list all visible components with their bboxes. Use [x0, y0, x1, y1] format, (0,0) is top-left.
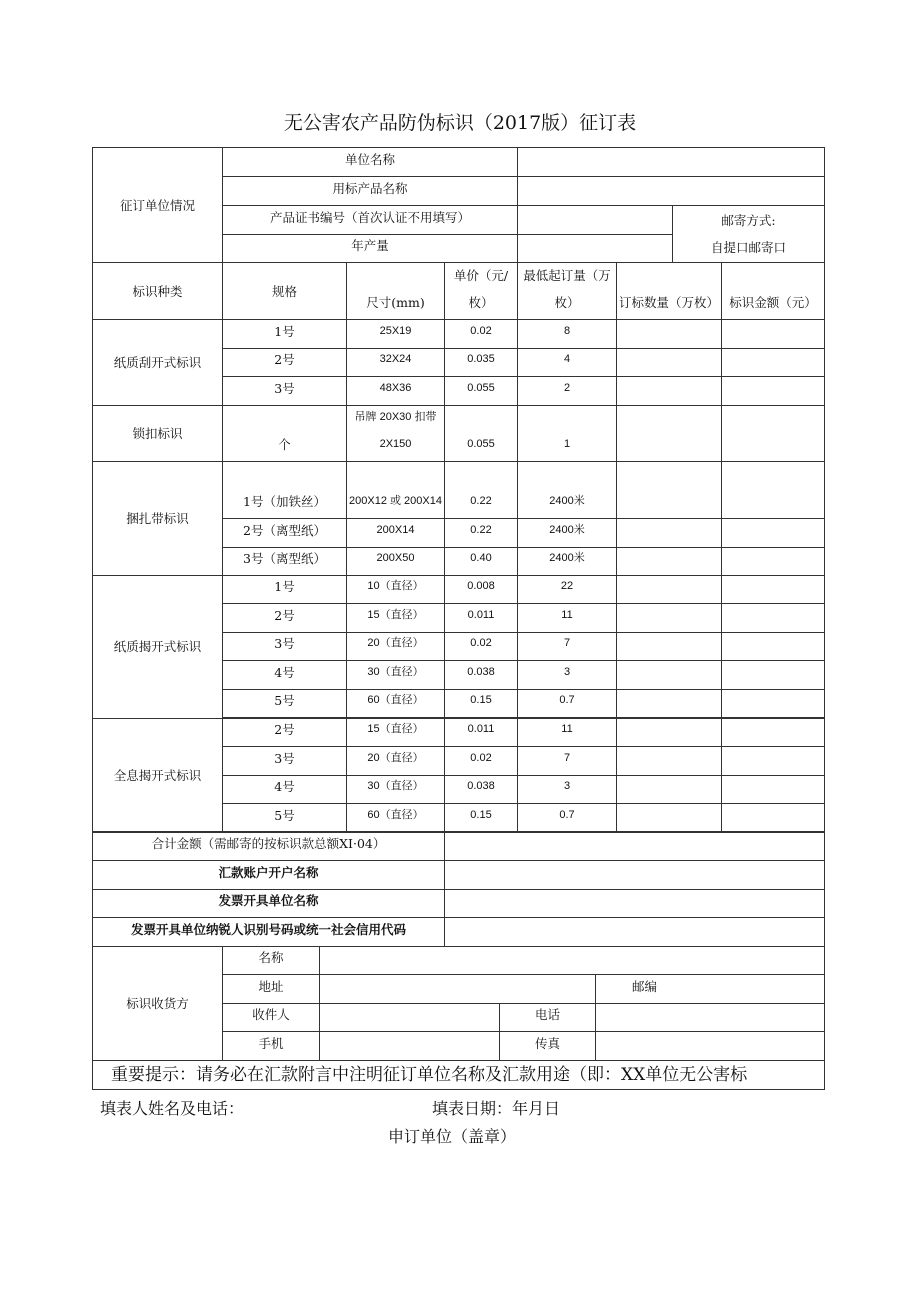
- price-cell-text: 0.008: [467, 580, 495, 593]
- order-qty-input[interactable]: [616, 461, 722, 519]
- mail-method-label: 邮寄方式:: [721, 213, 776, 228]
- spec-cell-text: 3号: [274, 750, 295, 766]
- min-order-cell-text: 7: [563, 637, 571, 650]
- min-order-cell-text: 0.7: [559, 808, 575, 821]
- header-amount: [721, 262, 825, 320]
- price-cell-text: 0.02: [470, 324, 492, 337]
- min-order-cell: [517, 775, 617, 805]
- spec-cell: [222, 689, 347, 719]
- seal-label: 申订单位（盖章）: [388, 1127, 517, 1146]
- account-name-label-text: 汇款账户开户名称: [218, 864, 319, 880]
- cert-number-label: [222, 205, 518, 235]
- annual-output-input[interactable]: [517, 234, 673, 263]
- price-cell-text: 0.038: [467, 665, 495, 678]
- price-cell: [444, 376, 518, 406]
- receiver-address-label: [222, 974, 320, 1004]
- spec-cell: [222, 547, 347, 576]
- spec-cell: [222, 319, 347, 349]
- spec-cell-text: 5号: [274, 693, 295, 709]
- spec-cell-text: 2号（离型纸）: [243, 522, 326, 538]
- fill-date-label: 填表日期：年月日: [432, 1099, 561, 1118]
- label-type-cell-text: 锁扣标识: [132, 425, 183, 441]
- size-cell: [346, 405, 445, 462]
- spec-cell: [222, 803, 347, 833]
- spec-cell: [222, 461, 347, 519]
- size-cell: [346, 746, 445, 776]
- min-order-cell: [517, 405, 617, 462]
- recipient-label-text: 收件人: [252, 1007, 290, 1022]
- size-cell: [346, 376, 445, 406]
- min-order-cell-text: 1: [563, 437, 571, 450]
- receiver-name-label-text: 名称: [258, 950, 284, 965]
- spec-cell-text: 1号（加铁丝）: [243, 493, 326, 509]
- label-type-cell: [92, 405, 223, 462]
- price-cell: [444, 775, 518, 805]
- spec-cell: [222, 405, 347, 462]
- tax-id-label-text: 发票开具单位纳锐人识别号码或统一社会信用代码: [130, 922, 406, 938]
- price-cell: [444, 803, 518, 833]
- min-order-cell-text: 3: [563, 665, 571, 678]
- spec-cell: [222, 775, 347, 805]
- price-cell: [444, 718, 518, 748]
- price-cell-text: 0.055: [467, 437, 495, 450]
- size-cell-text: 20（直径）: [367, 751, 424, 764]
- min-order-cell: [517, 689, 617, 719]
- min-order-cell: [517, 803, 617, 833]
- price-cell: [444, 319, 518, 349]
- spec-cell-text: 4号: [274, 779, 295, 795]
- header-type-text: 标识种类: [132, 283, 183, 299]
- price-cell-text: 0.02: [470, 637, 492, 650]
- total-amount-label-text: 合计金额（需邮寄的按标识款总额XI·04）: [151, 836, 386, 851]
- receiver-name-label: [222, 946, 320, 975]
- account-name-label: [92, 860, 445, 890]
- size-cell-text: 32X24: [379, 353, 412, 365]
- size-cell-text: 30（直径）: [367, 780, 424, 793]
- size-cell: [346, 575, 445, 605]
- mail-options-checkboxes[interactable]: 自提口邮寄口: [710, 240, 786, 255]
- important-tip: [92, 1060, 825, 1090]
- price-cell: [444, 660, 518, 690]
- label-type-cell-text: 全息揭开式标识: [113, 767, 202, 783]
- order-qty-input[interactable]: [616, 718, 722, 748]
- order-qty-input[interactable]: [616, 803, 722, 833]
- amount-input[interactable]: [721, 547, 825, 576]
- size-cell-text: 60（直径）: [367, 808, 424, 821]
- amount-input[interactable]: [721, 660, 825, 690]
- spec-cell: [222, 718, 347, 748]
- header-size: [346, 262, 445, 320]
- spec-cell-text: 2号: [274, 722, 295, 738]
- min-order-cell-text: 11: [561, 723, 573, 736]
- size-cell-text: 48X36: [379, 381, 412, 394]
- spec-cell: [222, 632, 347, 662]
- order-qty-input[interactable]: [616, 575, 722, 605]
- receiver-section-label: [92, 946, 223, 1061]
- order-qty-input[interactable]: [616, 775, 722, 805]
- mobile-input[interactable]: [319, 1031, 500, 1061]
- annual-output-label-text: 年产量: [351, 238, 389, 253]
- size-cell-text: 25X19: [379, 324, 412, 337]
- price-cell: [444, 575, 518, 605]
- size-cell: [346, 461, 445, 519]
- header-qty: [616, 262, 722, 320]
- min-order-cell-text: 2: [563, 381, 571, 394]
- price-cell: [444, 348, 518, 378]
- price-cell-text: 0.011: [467, 608, 495, 621]
- min-order-cell: [517, 660, 617, 690]
- mobile-label-text: 手机: [258, 1036, 284, 1051]
- header-spec: [222, 262, 347, 320]
- price-cell-text: 0.011: [467, 723, 495, 736]
- spec-cell-text: 3号: [274, 636, 295, 652]
- order-qty-input[interactable]: [616, 348, 722, 378]
- spec-cell: [222, 746, 347, 776]
- price-cell: [444, 632, 518, 662]
- size-cell-text: 200X50: [376, 551, 415, 564]
- unit-section-label: [92, 147, 223, 263]
- label-type-cell: [92, 718, 223, 833]
- product-name-label: [222, 176, 518, 206]
- min-order-cell: [517, 461, 617, 519]
- spec-cell-text: 2号: [274, 352, 295, 367]
- label-type-cell-text: 纸质揭开式标识: [113, 639, 202, 654]
- amount-input[interactable]: [721, 405, 825, 462]
- price-cell: [444, 603, 518, 633]
- header-price: [444, 262, 518, 320]
- min-order-cell: [517, 319, 617, 349]
- size-cell: [346, 547, 445, 576]
- amount-input[interactable]: [721, 603, 825, 633]
- min-order-cell: [517, 632, 617, 662]
- phone-label-text: 电话: [534, 1007, 560, 1022]
- price-cell-text: 0.15: [470, 808, 492, 821]
- receiver-name-input[interactable]: [319, 946, 825, 975]
- mail-method-cell[interactable]: [672, 205, 825, 263]
- unit-name-label-text: 单位名称: [344, 152, 395, 167]
- size-cell-text: 20（直径）: [367, 637, 424, 650]
- header-min: [517, 262, 617, 320]
- size-cell: [346, 603, 445, 633]
- unit-section-label-text: 征订单位情况: [119, 197, 195, 213]
- spec-cell-text: 个: [278, 436, 291, 452]
- product-name-label-text: 用标产品名称: [332, 181, 408, 196]
- min-order-cell-text: 8: [563, 324, 571, 337]
- min-order-cell-text: 2400米: [549, 551, 585, 564]
- header-spec-text: 规格: [271, 283, 297, 299]
- size-cell: [346, 632, 445, 662]
- min-order-cell-text: 2400米: [549, 494, 585, 507]
- order-qty-input[interactable]: [616, 547, 722, 576]
- total-amount-input[interactable]: [444, 831, 825, 861]
- total-amount-label: [92, 831, 445, 861]
- receiver-address-label-text: 地址: [258, 979, 284, 994]
- order-qty-input[interactable]: [616, 405, 722, 462]
- spec-cell: [222, 348, 347, 378]
- spec-cell: [222, 376, 347, 406]
- order-qty-input[interactable]: [616, 746, 722, 776]
- annual-output-label: [222, 234, 518, 263]
- order-qty-input[interactable]: [616, 660, 722, 690]
- min-order-cell: [517, 718, 617, 748]
- price-cell-text: 0.40: [470, 551, 492, 564]
- price-cell-text: 0.22: [470, 494, 492, 507]
- label-type-cell: [92, 319, 223, 406]
- label-type-cell: [92, 575, 223, 719]
- order-qty-input[interactable]: [616, 689, 722, 719]
- page-title: 无公害农产品防伪标识（2017版）征订表: [283, 112, 637, 134]
- account-name-input[interactable]: [444, 860, 825, 890]
- min-order-cell: [517, 603, 617, 633]
- size-cell: [346, 689, 445, 719]
- price-cell: [444, 746, 518, 776]
- min-order-cell-text: 4: [563, 353, 571, 365]
- min-order-cell-text: 2400米: [549, 523, 585, 536]
- label-type-cell: [92, 461, 223, 576]
- amount-input[interactable]: [721, 518, 825, 548]
- size-cell-text: 10（直径）: [367, 580, 424, 593]
- spec-cell: [222, 575, 347, 605]
- amount-input[interactable]: [721, 376, 825, 406]
- header-min-text: 最低起订量（万枚）: [523, 268, 611, 310]
- invoice-unit-label: [92, 889, 445, 919]
- unit-name-label: [222, 147, 518, 177]
- tax-id-label: [92, 917, 445, 947]
- price-cell: [444, 547, 518, 576]
- amount-input[interactable]: [721, 803, 825, 833]
- receiver-address-input[interactable]: [319, 974, 596, 1004]
- size-cell: [346, 348, 445, 378]
- price-cell-text: 0.22: [470, 523, 492, 536]
- amount-input[interactable]: [721, 348, 825, 378]
- price-cell: [444, 405, 518, 462]
- order-qty-input[interactable]: [616, 603, 722, 633]
- amount-input[interactable]: [721, 632, 825, 662]
- min-order-cell-text: 7: [563, 751, 571, 764]
- recipient-label: [222, 1003, 320, 1032]
- size-cell-text: 200X12 或 200X14: [349, 494, 442, 507]
- fax-input[interactable]: [595, 1031, 825, 1061]
- min-order-cell-text: 22: [560, 580, 574, 593]
- size-cell-text: 60（直径）: [367, 694, 424, 707]
- important-tip-text: 重要提示：请务必在汇款附言中注明征订单位名称及汇款用途（即：XX单位无公害标: [111, 1064, 748, 1085]
- amount-input[interactable]: [721, 746, 825, 776]
- price-cell-text: 0.15: [470, 694, 492, 707]
- min-order-cell-text: 0.7: [559, 694, 575, 707]
- price-cell-text: 0.055: [467, 381, 495, 394]
- size-cell: [346, 718, 445, 748]
- amount-input[interactable]: [721, 575, 825, 605]
- fax-label: [499, 1031, 596, 1061]
- cert-number-input[interactable]: [517, 205, 673, 235]
- price-cell-text: 0.035: [467, 353, 495, 365]
- spec-cell-text: 2号: [274, 607, 295, 623]
- size-cell: [346, 775, 445, 805]
- price-cell: [444, 461, 518, 519]
- receiver-postcode-cell-text: 邮编: [632, 979, 658, 994]
- size-cell-text: 15（直径）: [367, 723, 424, 736]
- header-qty-text: 订标数量（万枚）: [618, 295, 719, 310]
- header-type: [92, 262, 223, 320]
- size-cell-text: 15（直径）: [367, 608, 424, 621]
- min-order-cell: [517, 575, 617, 605]
- spec-cell-text: 1号: [274, 579, 295, 595]
- spec-cell-text: 5号: [274, 807, 295, 823]
- size-cell: [346, 660, 445, 690]
- size-cell-text: 200X14: [376, 523, 415, 536]
- min-order-cell: [517, 746, 617, 776]
- phone-input[interactable]: [595, 1003, 825, 1032]
- size-cell: [346, 319, 445, 349]
- mobile-label: [222, 1031, 320, 1061]
- size-cell: [346, 518, 445, 548]
- product-name-input[interactable]: [517, 176, 825, 206]
- min-order-cell-text: 11: [561, 608, 573, 621]
- spec-cell-text: 3号: [274, 380, 295, 396]
- order-qty-input[interactable]: [616, 518, 722, 548]
- price-cell-text: 0.02: [470, 751, 492, 764]
- label-type-cell-text: 捆扎带标识: [126, 510, 189, 526]
- filler-name-phone-label: 填表人姓名及电话：: [100, 1099, 245, 1118]
- tax-id-input[interactable]: [444, 917, 825, 947]
- amount-input[interactable]: [721, 775, 825, 805]
- min-order-cell: [517, 376, 617, 406]
- spec-cell: [222, 518, 347, 548]
- unit-name-input[interactable]: [517, 147, 825, 177]
- spec-cell-text: 3号（离型纸）: [243, 550, 326, 566]
- min-order-cell-text: 3: [563, 780, 571, 793]
- order-qty-input[interactable]: [616, 376, 722, 406]
- order-qty-input[interactable]: [616, 319, 722, 349]
- receiver-postcode-cell[interactable]: [595, 974, 825, 1004]
- fax-label-text: 传真: [534, 1036, 560, 1051]
- amount-input[interactable]: [721, 461, 825, 519]
- price-cell-text: 0.038: [467, 780, 495, 793]
- spec-cell-text: 4号: [274, 664, 295, 680]
- min-order-cell: [517, 348, 617, 378]
- min-order-cell: [517, 518, 617, 548]
- amount-input[interactable]: [721, 689, 825, 719]
- invoice-unit-label-text: 发票开具单位名称: [218, 893, 319, 909]
- spec-cell-text: 1号: [274, 323, 295, 339]
- order-qty-input[interactable]: [616, 632, 722, 662]
- header-size-text: 尺寸(mm): [366, 295, 425, 310]
- spec-cell: [222, 603, 347, 633]
- header-amount-text: 标识金额（元）: [729, 295, 817, 310]
- amount-input[interactable]: [721, 718, 825, 748]
- min-order-cell: [517, 547, 617, 576]
- recipient-input[interactable]: [319, 1003, 500, 1032]
- spec-cell: [222, 660, 347, 690]
- price-cell: [444, 689, 518, 719]
- header-price-text: 单价（元/枚）: [453, 268, 509, 310]
- amount-input[interactable]: [721, 319, 825, 349]
- size-cell-text: 30（直径）: [367, 665, 424, 678]
- size-cell: [346, 803, 445, 833]
- receiver-section-label-text: 标识收货方: [126, 996, 189, 1011]
- cert-number-label-text: 产品证书编号（首次认证不用填写）: [269, 210, 470, 225]
- invoice-unit-input[interactable]: [444, 889, 825, 919]
- label-type-cell-text: 纸质刮开式标识: [113, 354, 202, 370]
- phone-label: [499, 1003, 596, 1032]
- price-cell: [444, 518, 518, 548]
- size-cell-text: 吊牌 20X30 扣带 2X150: [354, 410, 437, 450]
